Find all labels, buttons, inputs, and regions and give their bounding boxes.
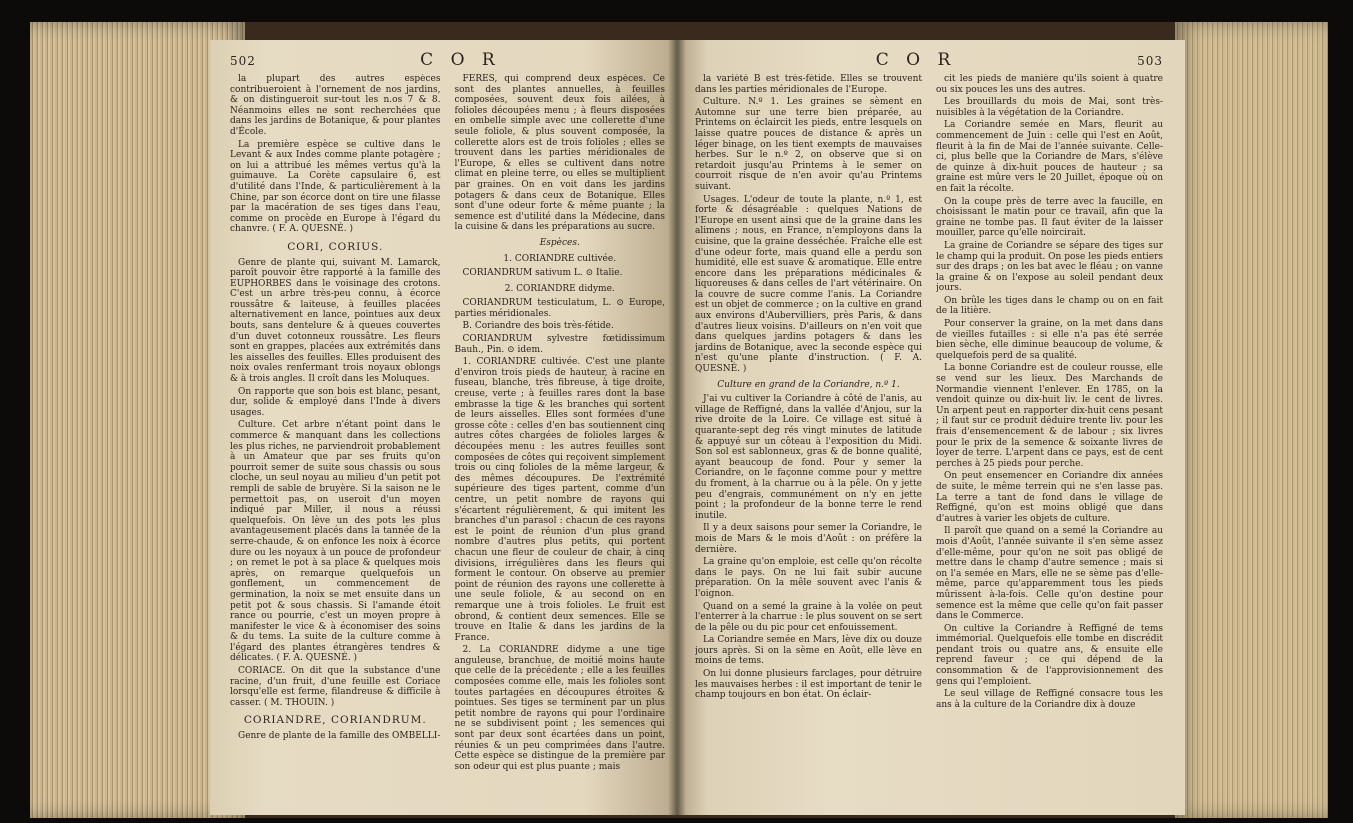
paragraph: Il paroît que quand on a semé la Coriandre au mois d'Août, l'année suivante il s'en sème assez d'elle-même, pour qu'on ne soit pas obligé de mettre dans le champ d'autre semence ; mais si on l'a semée en Mars, elle ne se sème pas d'elle-même, parce qu'apparemment tous les pieds mûrissent à-la-fois. Celle qu'on destine pour semence est la même que celle qu'on fait passer dans le Commerce.	[936, 526, 1163, 622]
paragraph: 2. La CORIANDRE didyme a une tige anguleuse, branchue, de moitié moins haute que celle de la précédente ; elle a les feuilles composées comme elle, mais les folioles sont toutes partagées en découpures étroites & pointues. Ses tiges se terminent par un plus petit nombre de rayons qui pour l'ordinaire ne se subdivisent point ; les semences qui sont par deux sont écartées dans un point, réunies & un peu comprimées dans l'autre. Cette espèce se distingue de la première par son odeur qui est plus puante ; mais	[454, 645, 665, 772]
paragraph: CORIANDRUM testiculatum, L. ⊙ Europe, parties méridionales.	[454, 298, 665, 319]
left-running-head	[230, 50, 665, 72]
paragraph: 2. CORIANDRE didyme.	[504, 283, 615, 294]
paragraph: La première espèce se cultive dans le Levant & aux Indes comme plante potagère ; on lui a attribué les mêmes vertus qu'à la guimauve. La Corète capsulaire 6, est d'utilité dans l'Inde, & particulièrement à la Chine, par son écorce dont on tire une filasse par la macération de ses tiges dans l'eau, comme on procède en Europe à l'égard du chanvre. ( F. A. QUESNÉ. )	[230, 139, 441, 235]
right-running-head	[695, 50, 1163, 72]
paragraph: On cultive la Coriandre à Reffigné de tems immémorial. Quelquefois elle tombe en discrédit pendant trois ou quatre ans, & ensuite elle reprend faveur ; ce qui dépend de la consommation & de l'approvisionnement des gens qui l'emploient.	[936, 623, 1163, 687]
paragraph: La graine de Coriandre se sépare des tiges sur le champ qui la produit. On pose les pieds entiers sur des draps ; on les bat avec le fléau ; on vanne la graine & on l'expose au soleil pendant deux jours.	[936, 240, 1163, 294]
paragraph: cit les pieds de manière qu'ils soient à quatre ou six pouces les uns des autres.	[936, 74, 1163, 95]
paragraph: On lui donne plusieurs farclages, pour détruire les mauvaises herbes : il est important de tenir le champ toujours en bon état. On éclair-	[695, 669, 922, 701]
paragraph: Genre de plante qui, suivant M. Lamarck, paroît pouvoir être rapporté à la famille des EUPHORBES dans le voisinage des crotons. C'est un arbre très-peu connu, à écorce roussâtre & laiteuse, à feuilles placées alternativement en lance, pointues aux deux bouts, sans dentelure & à queues couvertes d'un duvet cotonneux roussâtre. Les fleurs sont en grappes, placées aux extrémités dans les aisselles des feuilles. Elles produisent des noix ovales renfermant trois noyaux oblongs & à trois angles. Il croît dans les Moluques.	[230, 257, 441, 385]
right-page-column-2	[936, 74, 1163, 809]
book-gutter	[668, 40, 686, 815]
paragraph: la variété B est très-fétide. Elles se trouvent dans les parties méridionales de l'Europe.	[695, 74, 922, 95]
right-page-edges	[1175, 22, 1328, 818]
paragraph: 1. CORIANDRE cultivée. C'est une plante d'environ trois pieds de hauteur, à racine en fuseau, blanche, très fibreuse, à tige droite, creuse, verte ; à feuilles rares dont la base embrasse la tige & les branches qui sortent de leurs aisselles. Elles sont formées d'une grosse côte : celles d'en bas soutiennent cinq autres côtes chargées de folioles larges & découpées menu : les autres feuilles sont composées de côtes qui reçoivent simplement trois ou cinq folioles de la même largeur, & des mêmes découpures. De l'extrémité supérieure des tiges partent, comme d'un centre, un petit nombre de rayons qui s'écartent régulièrement, & qui imitent les branches d'un parasol : chacun de ces rayons est le point de réunion d'un plus grand nombre d'autres plus petits, qui portent chacun une fleur de couleur de chair, à cinq divisions, irrégulières dans les fleurs qui forment le contour. On observe au premier point de réunion des rayons une collerette à une seule foliole, & au second on en remarque une à trois folioles. Le fruit est obrond, & contient deux semences. Elle se trouve en Italie & dans les jardins de la France.	[454, 357, 665, 643]
paragraph: La bonne Coriandre est de couleur rousse, elle se vend sur les lieux. Des Marchands de Normandie viennent l'enlever. En 1785, on la vendoit quinze ou dix-huit liv. le cent de livres. Un arpent peut en rapporter dix-huit cens pesant ; il faut sur ce produit déduire trente liv. pour les frais d'ensemencement & de labour ; six livres pour le prix de la semence & soixante livres de loyer de terre. L'arpent dans ce pays, est de cent perches à 25 pieds pour perche.	[936, 363, 1163, 469]
paragraph: CORIANDRUM sativum L. ⊙ Italie.	[462, 268, 623, 279]
paragraph: B. Coriandre des bois très-fétide.	[462, 321, 614, 332]
paragraph: CORIANDRUM sylvestre fœtidissimum Bauh., Pin. ⊙ idem.	[454, 334, 665, 355]
left-page	[210, 40, 677, 815]
paragraph: On peut ensemencer en Coriandre dix années de suite, le même terrein qui ne s'en lasse pas. La terre a tant de fond dans le village de Reffigné, qu'on est moins obligé que dans d'autres à varier les objets de culture.	[936, 471, 1163, 524]
paragraph: La Coriandre semée en Mars, fleurit au commencement de Juin : celle qui l'est en Août, fleurit à la fin de Mai de l'année suivante. Celle-ci, plus belle que la Coriandre de Mars, s'élève de quinze à dix-huit pouces de hauteur ; sa graine est mûre vers le 20 Juillet, époque où on en fait la récolte.	[936, 120, 1163, 194]
paragraph: Quand on a semé la graine à la volée on peut l'enterrer à la charrue : le plus souvent on se sert de la pêle ou du pic pour cet enfouissement.	[695, 601, 922, 633]
paragraph: On la coupe près de terre avec la faucille, en choisissant le matin pour ce travail, afin que la graine ne tombe pas. Il faut éviter de la laisser mouiller, parce qu'elle noircirait.	[936, 196, 1163, 239]
left-page-column-2	[455, 74, 666, 809]
right-page	[677, 40, 1185, 815]
left-page-column-1	[230, 74, 441, 809]
paragraph: Culture. Cet arbre n'étant point dans le commerce & manquant dans les collections les plus riches, ne parviendroit probablement à un Amateur que par ses fruits qu'on pourroit semer de suite sous chassis ou sous cloche, un seul noyau au milieu d'un petit pot rempli de sable de bruyère. Si la saison ne le permettoit pas, on useroit d'un moyen indiqué par Miller, il nous a réussi quelquefois. On lève un des pots les plus avantageusement placés dans la tannée de la serre-chaude, & on enfonce les noix à écorce dure ou les noyaux à un pouce de profondeur ; on remet le pot à sa place & quelques mois après, on remarque quelquefois un gonflement, un commencement de germination, la noix se met ensuite dans un petit pot & sous chassis. Si l'amande étoit rance ou pourrie, c'est un moyen propre à manifester le vice & à économiser des soins & du tems. La suite de la culture comme à l'égard des plantes étrangères tendres & délicates. ( F. A. QUESNÉ. )	[230, 420, 441, 664]
left-head-title: C O R	[420, 50, 501, 70]
paragraph: Culture. N.º 1. Les graines se sèment en Automne sur une terre bien préparée, au Printems on éclaircit les pieds, entre lesquels on laisse quatre pouces de distance & après un léger binage, on les tient exempts de mauvaises herbes. Sur le n.º 2, on observe que si on retardoit jusqu'au Printems à le semer on courroit risque de n'en avoir qu'au Printems suivant.	[695, 97, 922, 192]
paragraph: 1. CORIANDRE cultivée.	[503, 253, 617, 264]
paragraph: Usages. L'odeur de toute la plante, n.º 1, est forte & désagréable : quelques Nations de l'Europe en usent ainsi que de la graine dans les alimens ; nous, en France, n'employons dans la cuisine, que la graine desséchée. Fraîche elle est d'une odeur forte, mais quand elle a perdu son humidité, elle est suave & aromatique. Elle entre encore dans les préparations médicinales & liquoreuses & dans celles de l'art vétérinaire. On la couvre de sucre comme l'anis. La Coriandre est un objet de commerce ; on la cultive en grand aux environs d'Aubervilliers, près Paris, & dans d'autres lieux voisins. D'ailleurs on n'en voit que dans quelques jardins potagers & dans les jardins de Botanique, avec la seconde espèce qui n'est qu'une plante d'instruction. ( F. A. QUESNÉ. )	[695, 194, 922, 375]
paragraph: Pour conserver la graine, on la met dans dans de vieilles futailles : si elle n'a pas été serrée bien sèche, elle diminue beaucoup de volume, & quelquefois perd de sa qualité.	[936, 319, 1163, 361]
paragraph: La Coriandre semée en Mars, lève dix ou douze jours après. Si on la sème en Août, elle lève en moins de tems.	[695, 635, 922, 667]
right-head-title: C O R	[875, 50, 957, 70]
paragraph: Il y a deux saisons pour semer la Coriandre, le mois de Mars & le mois d'Août : on préfère la dernière.	[695, 523, 922, 555]
paragraph: Les brouillards du mois de Mai, sont très-nuisibles à la végétation de la Coriandre.	[936, 97, 1163, 118]
section-heading: Espèces.	[539, 237, 580, 248]
paragraph: FÈRES, qui comprend deux espèces. Ce sont des plantes annuelles, à feuilles composées, souvent deux fois ailées, à folioles découpées menu ; à fleurs disposées en ombelle simple avec une collerette d'une seule foliole, & plus souvent composée, la collerette alors est de trois folioles ; elles se trouvent dans les parties méridionales de l'Europe, & elles se cultivent dans notre climat en pleine terre, ou elles se multiplient par graines. On en voit dans les jardins potagers & dans ceux de Botanique. Elles sont d'une odeur forte & même puante ; la semence est d'utilité dans la Médecine, dans la cuisine & dans les préparations au sucre.	[454, 74, 665, 233]
paragraph: La graine qu'on emploie, est celle qu'on récolte dans le pays. On ne lui fait subir aucune préparation. On la mêle souvent avec l'anis & l'oignon.	[695, 557, 922, 599]
right-page-number: 503	[1137, 54, 1163, 68]
paragraph: Genre de plante de la famille des OMBELLI-	[238, 731, 441, 742]
section-heading: CORIANDRE, CORIANDRUM.	[243, 714, 427, 727]
paragraph: On brûle les tiges dans le champ ou on en fait de la litière.	[936, 295, 1163, 317]
paragraph: la plupart des autres espèces contribueroient à l'ornement de nos jardins, & on distingueroit sur-tout les n.os 7 & 8. Néanmoins elles ne sont recherchées que dans les jardins de Botanique, & pour plantes d'École.	[230, 74, 441, 137]
left-page-number: 502	[230, 54, 256, 68]
section-heading: Culture en grand de la Coriandre, n.º 1.	[717, 379, 900, 390]
paragraph: On rapporte que son bois est blanc, pesant, dur, solide & employé dans l'Inde à divers usages.	[230, 386, 441, 418]
right-page-column-1	[695, 74, 922, 809]
paragraph: J'ai vu cultiver la Coriandre à côté de l'anis, au village de Reffigné, dans la vallée d'Anjou, sur la rive droite de la Loire. Ce village est situé à quarante-sept deg rés vingt minutes de latitude & appuyé sur un côteau à l'exposition du Midi. Son sol est sablonneux, gras & de bonne qualité, ayant beaucoup de fond. Pour y semer la Coriandre, on le façonne comme pour y mettre du froment, à la charrue ou à la pêle. On y jette peu d'engrais, communément on n'y en jette point ; la profondeur de la bonne terre le rend inutile.	[695, 394, 922, 521]
paragraph: CORIACE. On dit que la substance d'une racine, d'un fruit, d'une feuille est Coriace lorsqu'elle est ferme, filandreuse & difficile à casser. ( M. THOUIN. )	[230, 666, 441, 708]
paragraph: Le seul village de Reffigné consacre tous les ans à la culture de la Coriandre dix à douze	[936, 689, 1163, 710]
section-heading: CORI, CORIUS.	[287, 240, 384, 253]
